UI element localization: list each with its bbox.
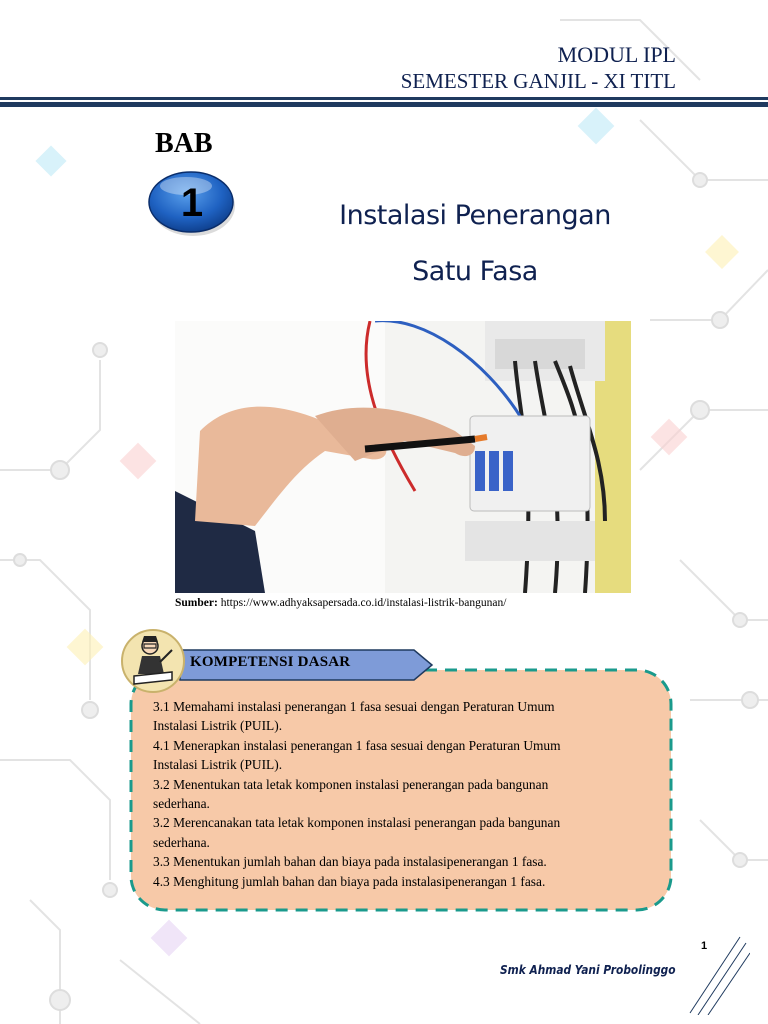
semester-title: SEMESTER GANJIL - XI TITL: [400, 69, 676, 93]
competency-list: [153, 697, 653, 891]
header-rule-thin: [0, 97, 768, 100]
chapter-title-line1: Instalasi Penerangan: [339, 200, 611, 231]
header-rule-thick: [0, 102, 768, 107]
competency-line: 4.3 Menghitung jumlah bahan dan biaya pada instalasipenerangan 1 fasa.: [153, 873, 546, 889]
chapter-title-line2: Satu Fasa: [412, 256, 538, 287]
competency-line: Instalasi Listrik (PUIL).: [153, 718, 283, 734]
competency-line: sederhana.: [153, 834, 210, 850]
chapter-label: BAB: [155, 128, 213, 159]
figure-source: [175, 597, 506, 609]
chapter-badge: [146, 168, 238, 238]
source-label: Sumber:: [175, 597, 218, 609]
module-title: MODUL IPL: [557, 42, 676, 67]
footer-decoration: [680, 935, 750, 1015]
chapter-number: 1: [180, 180, 204, 225]
competency-line: 3.2 Merencanakan tata letak komponen instalasi penerangan pada bangunan: [153, 815, 561, 831]
school-name: Smk Ahmad Yani Probolinggo: [500, 962, 676, 977]
competency-line: 3.2 Menentukan tata letak komponen instalasi penerangan pada bangunan: [153, 776, 549, 792]
student-reading-icon: [120, 628, 186, 694]
electrician-photo: [175, 321, 631, 593]
competency-line: 3.3 Menentukan jumlah bahan dan biaya pada instalasipenerangan 1 fasa.: [153, 854, 547, 870]
competency-line: Instalasi Listrik (PUIL).: [153, 757, 283, 773]
competency-line: sederhana.: [153, 796, 210, 812]
source-url: https://www.adhyaksapersada.co.id/instalasi-listrik-bangunan/: [220, 597, 507, 609]
page-number: 1: [701, 940, 708, 952]
competency-line: 4.1 Menerapkan instalasi penerangan 1 fasa sesuai dengan Peraturan Umum: [153, 737, 561, 753]
competency-heading: KOMPETENSI DASAR: [190, 654, 351, 670]
competency-line: 3.1 Memahami instalasi penerangan 1 fasa sesuai dengan Peraturan Umum: [153, 699, 555, 714]
module-header: [401, 42, 676, 94]
